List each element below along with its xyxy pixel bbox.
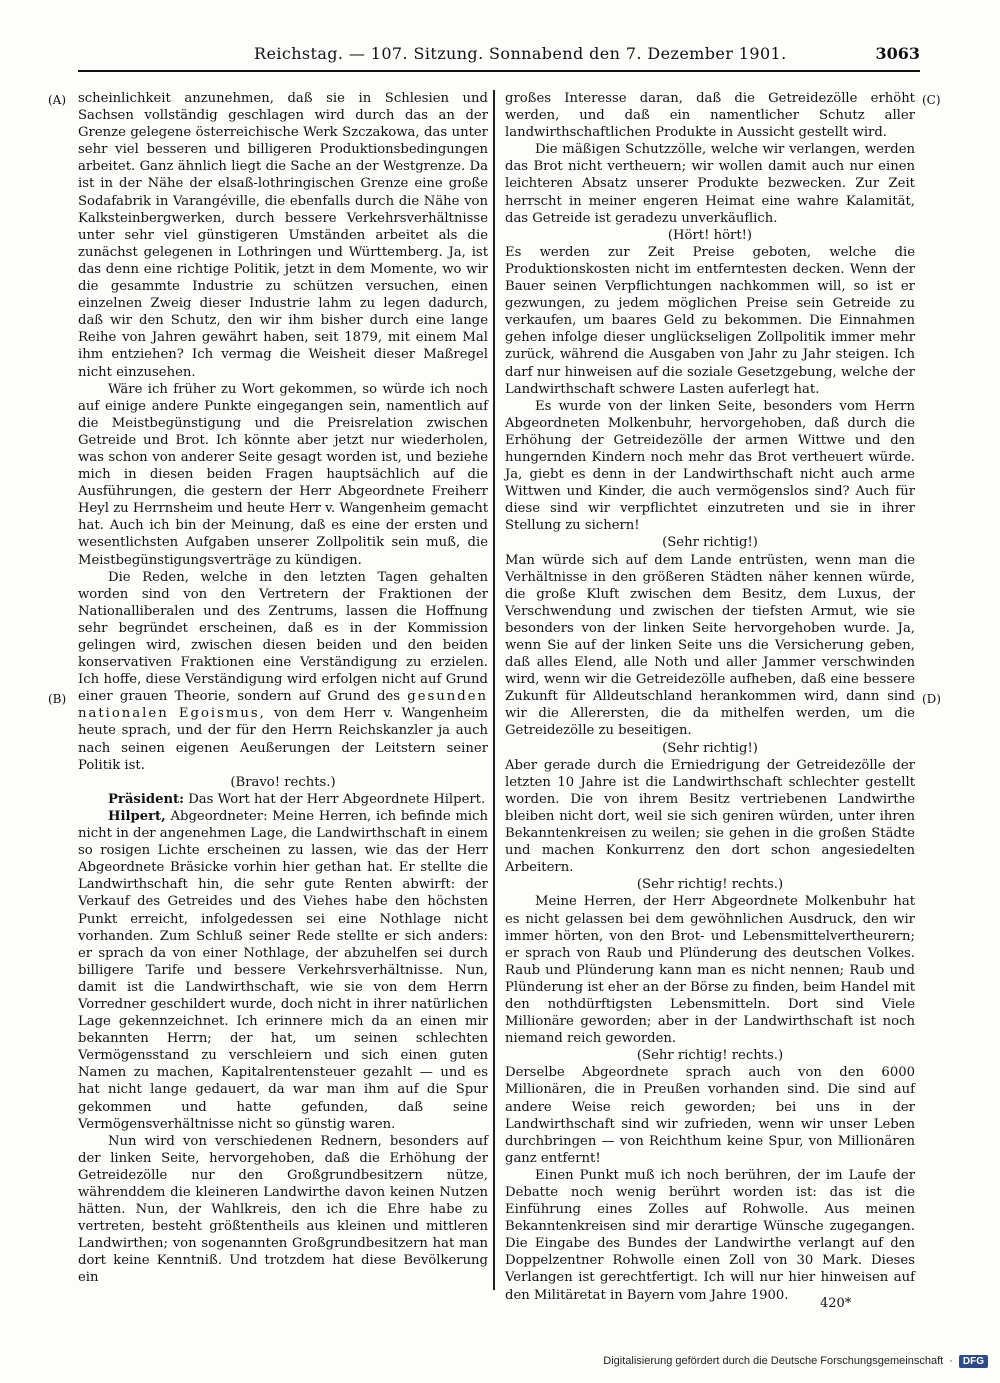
paragraph: Es wurde von der linken Seite, besonders vom Herrn Abgeordneten Molkenbuhr, hervorgehoben, daß durch die Erhöhung der Getreidezölle der armen Wittwe und den hungernden Kindern noch mehr das Brot vertheuert würde. Ja, giebt es denn in der Landwirthschaft nicht auch arme Wittwen und Kinder, die auch vermögenslos sind? Auch für diese sind wir verpflichtet einzutreten und sie in ihrer Stellung zu sichern! — [505, 398, 915, 534]
interjection: (Bravo! rechts.) — [230, 774, 336, 790]
paragraph: Nun wird von verschiedenen Rednern, besonders auf der linken Seite, hervorgehoben, daß die Erhöhung der Getreidezölle nur den Großgrundbesitzern nütze, währenddem die kleineren Landwirthe davon keinen Nutzen hätten. Nun, der Wahlkreis, den ich die Ehre habe zu vertreten, besteht größtentheils aus kleinen und mittleren Landwirthen; von sogenannten Großgrundbesitzern hat man dort keine Kenntniß. Und trotzdem hat diese Bevölkerung ein — [78, 1133, 488, 1286]
interjection: (Hört! hört!) — [667, 227, 753, 243]
paragraph: Es werden zur Zeit Preise geboten, welche die Produktionskosten nicht im entferntesten decken. Wenn der Bauer seinen Verpflichtungen nachkommen will, so ist er gezwungen, zu jedem möglichen Preise sein Getreide zu verkaufen, um baares Geld zu bekommen. Die Einnahmen gehen infolge dieser unglückseligen Zollpolitik immer mehr zurück, während die Ausgaben von Jahr zu Jahr steigen. Ich darf nur hinweisen auf die soziale Gesetzgebung, welche der Landwirthschaft schwere Lasten auferlegt hat. — [505, 244, 915, 397]
right-column — [505, 90, 915, 1304]
margin-marker-c: (C) — [922, 93, 941, 107]
interjection: (Sehr richtig!) — [662, 740, 758, 756]
signature-mark: 420* — [820, 1296, 852, 1311]
separator-dot: · — [949, 1355, 953, 1367]
paragraph-text: Das Wort hat der Herr Abgeordnete Hilpert. — [188, 791, 486, 807]
footer — [603, 1351, 988, 1371]
funding-notice: Digitalisierung gefördert durch die Deutsche Forschungsgemeinschaft — [603, 1355, 944, 1367]
paragraph-text: Die Reden, welche in den letzten Tagen gehalten worden sind von den Vertretern der Fraktionen der Nationalliberalen und des Zentrums, lassen die Hoffnung sehr begründet erscheinen, daß es in der Kommission gelingen wird, zwischen diesen beiden und den beiden konservativen Fraktionen eine Verständigung zu erzielen. Ich hoffe, diese Verständigung wird erfolgen nicht auf Grund einer grauen Theorie, sondern auf Grund des — [78, 569, 488, 705]
paragraph: Die mäßigen Schutzzölle, welche wir verlangen, werden das Brot nicht vertheuern; wir wollen damit auch nur einen leichteren Absatz unserer Produkte bezwecken. Zur Zeit herrscht in meiner engeren Heimat eine wahre Kalamität, das Getreide ist geradezu unverkäuflich. — [505, 142, 915, 226]
speaker-label: Hilpert, — [108, 808, 166, 824]
paragraph: Man würde sich auf dem Lande entrüsten, wenn man die Verhältnisse in den größeren Städten näher kennen würde, die große Kluft zwischen dem Besitz, dem Luxus, der Verschwendung und zwischen der tiefsten Armut, wie sie besonders von der linken Seite hervorgehoben wurde. Ja, wenn Sie auf der linken Seite uns die Versicherung geben, daß alles Elend, alle Noth und aller Jammer verschwinden wird, wenn wir die Getreidezölle aufheben, daß eine bessere Zukunft für Alldeutschland herankommen wird, dann sind wir die Allerersten, die da mithelfen werden, um die Getreidezölle zu beseitigen. — [505, 552, 915, 739]
speaker-label: Präsident: — [108, 791, 185, 807]
dfg-logo: DFG — [959, 1355, 988, 1368]
margin-marker-a: (A) — [48, 93, 67, 107]
running-header — [78, 40, 920, 72]
paragraph — [78, 569, 488, 774]
speaker-paragraph — [78, 791, 488, 808]
paragraph-text: von dem Herr v. Wangenheim heute sprach, und der für den Herrn Reichskanzler ja auch nach seinen eigenen Aeußerungen der Leitstern seiner Politik ist. — [78, 706, 488, 773]
page-number: 3063 — [875, 44, 920, 63]
speaker-paragraph — [78, 808, 488, 1133]
left-column — [78, 90, 488, 1287]
margin-marker-d: (D) — [922, 692, 941, 706]
margin-marker-b: (B) — [48, 692, 67, 706]
paragraph-text: Abgeordneter: Meine Herren, ich befinde mich nicht in der angenehmen Lage, die Landwirthschaft in einem so rosigen Lichte erscheinen zu lassen, wie das der Herr Abgeordnete Bräsicke vorhin hier gethan hat. Er stellte die Landwirthschaft hin, die sehr gute Renten abwirft: der Verkauf des Getreides und des Viehes habe den höchsten Punkt erreicht, infolgedessen sei eine Nothlage nicht vorhanden. Zum Schluß seiner Rede stellte er sich anders: er sprach da von einer Nothlage, der abzuhelfen sei durch billigere Tarife und bessere Verkehrsverhältnisse. Nun, damit ist die Landwirthschaft, wie sie von dem Herrn Vorredner geschildert wurde, doch nicht in ihrer natürlichen Lage gekennzeichnet. Ich erinnere mich da an einen mir bekannten Herrn; der hat, um seinen schlechten Vermögensstand zu verschleiern und sich einen guten Namen zu machen, Kapitalrentensteuer gezahlt — und es hat nicht lange gedauert, da war man ihm auf die Spur gekommen und hatte gefunden, daß seine Vermögensverhältnisse nicht so günstig waren. — [78, 808, 488, 1132]
paragraph: scheinlichkeit anzunehmen, daß sie in Schlesien und Sachsen vollständig geschlagen wird durch das an der Grenze gelegene österreichische Werk Szczakowa, das unter sehr viel besseren und billigeren Produktionsbedingungen arbeitet. Ganz ähnlich liegt die Sache an der Westgrenze. Da ist in der Nähe der elsaß-lothringischen Grenze eine große Sodafabrik in Varangéville, die ebenfalls durch die Nähe von Kalksteinbergwerken, durch bessere Verkehrsverhältnisse unter sehr viel günstigeren Umständen arbeitet als die zunächst gelegenen in Lothringen und Württemberg. Ja, ist das denn eine richtige Politik, jetzt in dem Momente, wo wir die gesammte Industrie zu schützen versuchen, einen einzelnen Zweig dieser Industrie lahm zu legen dadurch, daß wir den Schutz, den wir ihm bisher durch eine lange Reihe von Jahren gewährt haben, seit 1879, mit einem Mal ihm entziehen? Ich vermag die Weisheit dieser Maßregel nicht einzusehen. — [78, 91, 488, 380]
running-title: Reichstag. — 107. Sitzung. Sonnabend den 7. Dezember 1901. — [254, 44, 787, 63]
paragraph: Aber gerade durch die Erniedrigung der Getreidezölle der letzten 10 Jahre ist die Landwirthschaft schlechter gestellt worden. Die von ihrem Besitz vertriebenen Landwirthe bleiben nicht dort, weil sie sich geniren würden, unter ihren Bekanntenkreisen zu weilen; sie gehen in die großen Städte und machen Konkurrenz den dort schon angesiedelten Arbeitern. — [505, 757, 915, 876]
emphasized-text: gesunden nationalen Egoismus, — [78, 689, 488, 722]
paragraph: großes Interesse daran, daß die Getreidezölle erhöht werden, und daß ein namentlicher Schutz aller landwirthschaftlichen Produkte in Aussicht gestellt wird. — [505, 91, 915, 141]
column-divider — [493, 90, 495, 1290]
interjection: (Sehr richtig! rechts.) — [636, 1048, 784, 1064]
paragraph: Einen Punkt muß ich noch berühren, der im Laufe der Debatte noch wenig berührt worden ist: das ist die Einführung eines Zolles auf Rohwolle. Aus meinen Bekanntenkreisen sind mir derartige Wünsche zugegangen. Die Eingabe des Bundes der Landwirthe verlangt auf den Doppelzentner Rohwolle einen Zoll von 30 Mark. Dieses Verlangen ist gerechtfertigt. Ich will nur hier hinweisen auf den Militäretat in Bayern vom Jahre 1900. — [505, 1167, 915, 1303]
paragraph: Derselbe Abgeordnete sprach auch von den 6000 Millionären, die in Preußen vorhanden sind. Die sind auf andere Weise reich geworden; bei uns in der Landwirthschaft sind wir zufrieden, wenn wir unser Leben durchbringen — von Reichthum keine Spur, von Millionären ganz entfernt! — [505, 1065, 915, 1166]
paragraph: Meine Herren, der Herr Abgeordnete Molkenbuhr hat es nicht gelassen bei dem gewöhnlichen Ausdruck, den wir immer hörten, von den Brot- und Lebensmittelvertheurern; er sprach von Raub und Plünderung des deutschen Volkes. Raub und Plünderung kann man es nicht nennen; Raub und Plünderung ist eher an der Börse zu finden, beim Handel mit den nothdürftigsten Lebensmitteln. Dort sind Viele Millionäre geworden; aber in der Landwirthschaft ist noch niemand reich geworden. — [505, 894, 915, 1047]
interjection: (Sehr richtig! rechts.) — [636, 877, 784, 893]
interjection: (Sehr richtig!) — [662, 535, 758, 551]
paragraph: Wäre ich früher zu Wort gekommen, so würde ich noch auf einige andere Punkte eingegangen sein, namentlich auf die Meistbegünstigung und die Preisrelation zwischen Getreide und Brot. Ich könnte aber jetzt nur wiederholen, was schon von anderer Seite gesagt worden ist, und beziehe mich in diesen beiden Fragen hauptsächlich auf die Ausführungen, die gestern der Herr Abgeordnete Freiherr Heyl zu Herrnsheim und heute Herr v. Wangenheim gemacht hat. Auch ich bin der Meinung, daß es eine der ersten und wesentlichsten Aufgaben unserer Zollpolitik sein muß, die Meistbegünstigungsverträge zu kündigen. — [78, 381, 488, 568]
